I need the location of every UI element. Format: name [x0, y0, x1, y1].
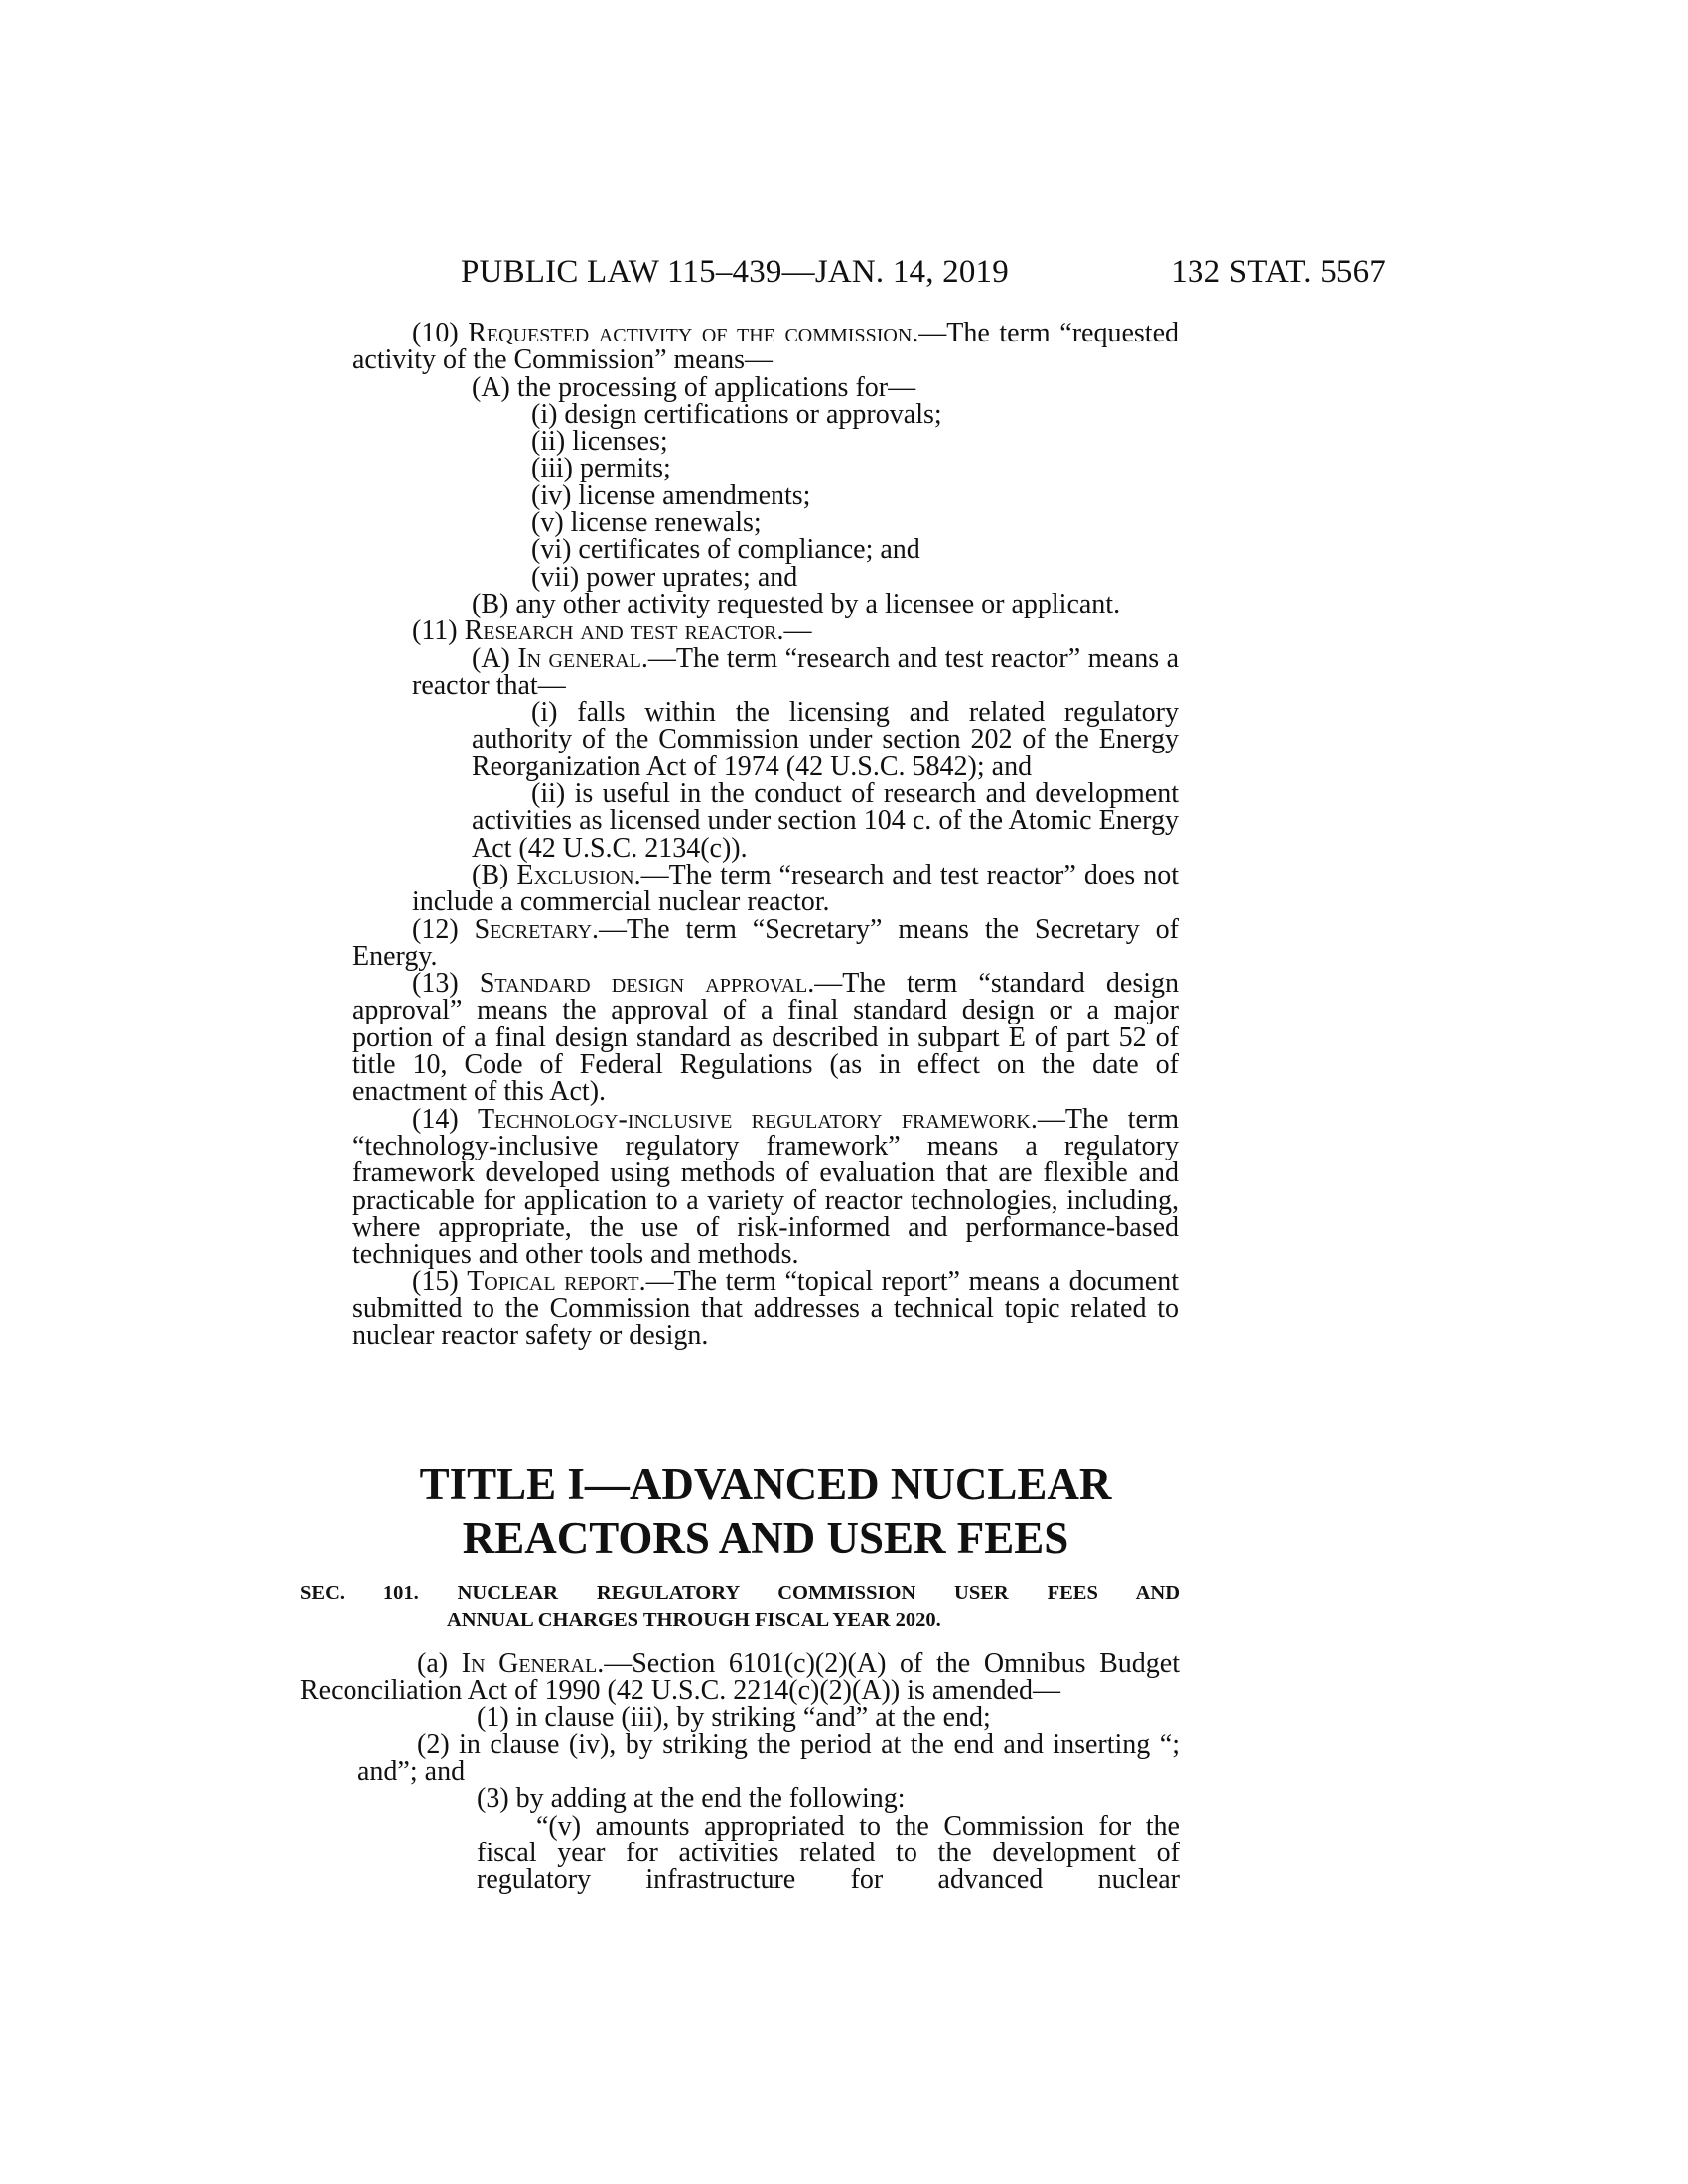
- title-line-2: REACTORS AND USER FEES: [462, 1513, 1069, 1563]
- item-10-a-vii: (vii) power uprates; and: [531, 561, 798, 593]
- heading-smallcaps: Topical report: [467, 1266, 639, 1297]
- heading-smallcaps: Secretary: [474, 913, 593, 945]
- heading-smallcaps: In general: [517, 642, 641, 674]
- header-stat-page: 132 STAT. 5567: [1171, 254, 1386, 290]
- definition-10: (10) Requested activity of the commission.—The term “requested activity of the Commission” means—: [352, 318, 1179, 376]
- section-heading: [300, 1580, 1180, 1634]
- paragraph-3: (3) by adding at the end the following:: [477, 1783, 906, 1815]
- paragraph-2: (2) in clause (iv), by striking the period at the end and inserting “; and”; and: [357, 1728, 1180, 1788]
- heading-smallcaps: Research and test reactor: [464, 615, 777, 647]
- item-11-a-i: (i) falls within the licensing and related regulatory authority of the Commission under section 202 of the Energy Reorganization Act of 1974 (42 U.S.C. 5842); and: [472, 697, 1179, 782]
- item-10-a-i: (i) design certifications or approvals;: [531, 398, 942, 430]
- section-101-body: [300, 1650, 1180, 1894]
- heading-smallcaps: In General: [461, 1648, 598, 1679]
- definition-11: (11) Research and test reactor.—: [412, 615, 812, 647]
- clause-11-a: (A) In general.—The term “research and test reactor” means a reactor that—: [412, 642, 1179, 701]
- subsection-a: (a) In General.—Section 6101(c)(2)(A) of the Omnibus Budget Reconciliation Act of 1990 (42 U.S.C. 2214(c)(2)(A)) is amended—: [300, 1648, 1180, 1706]
- item-10-a-vi: (vi) certificates of compliance; and: [531, 534, 920, 566]
- item-10-a-v: (v) license renewals;: [531, 507, 762, 539]
- definition-12: (12) Secretary.—The term “Secretary” means the Secretary of Energy.: [352, 913, 1179, 972]
- item-10-a-iv: (iv) license amendments;: [531, 479, 811, 511]
- item-11-a-ii: (ii) is useful in the conduct of research and development activities as licensed under section 104 c. of the Atomic Energy Act (42 U.S.C. 2134(c)).: [472, 778, 1179, 864]
- heading-smallcaps: Technology-inclusive regulatory framework: [477, 1103, 1031, 1135]
- section-heading-line-1: SEC. 101. NUCLEAR REGULATORY COMMISSION USER FEES AND: [300, 1582, 1180, 1604]
- title-line-1: TITLE I—ADVANCED NUCLEAR: [419, 1459, 1112, 1509]
- section-heading-line-2: ANNUAL CHARGES THROUGH FISCAL YEAR 2020.: [447, 1609, 941, 1631]
- heading-smallcaps: Exclusion: [516, 859, 634, 890]
- item-10-a-ii: (ii) licenses;: [531, 426, 668, 458]
- definition-13: (13) Standard design approval.—The term “standard design approval” means the approval of a final standard design or a major portion of a final design standard as described in subpart E of part 52 of title 10, Code of Federal Regulations (as in effect on the date of enactment of this Act).: [352, 968, 1179, 1108]
- heading-smallcaps: Requested activity of the commission: [468, 318, 913, 348]
- item-10-a-iii: (iii) permits;: [531, 453, 671, 484]
- clause-10-a: (A) the processing of applications for—: [472, 371, 916, 403]
- definition-14: (14) Technology-inclusive regulatory framework.—The term “technology-inclusive regulatory framework” means a regulatory framework developed using methods of evaluation that are flexible and practicable for application to a variety of reactor technologies, including, where appropriate, the use of risk-informed and performance-based techniques and other tools and methods.: [352, 1103, 1179, 1271]
- title-heading: [352, 1457, 1179, 1565]
- clause-11-b: (B) Exclusion.—The term “research and test reactor” does not include a commercial nuclear reactor.: [412, 859, 1179, 918]
- paragraph-1: (1) in clause (iii), by striking “and” at the end;: [477, 1702, 991, 1733]
- quoted-clause-v: “(v) amounts appropriated to the Commission for the fiscal year for activities related to the development of regulatory infrastructure for advanced nuclear: [477, 1810, 1180, 1896]
- definitions-body: [352, 320, 1179, 1349]
- clause-10-b: (B) any other activity requested by a licensee or applicant.: [472, 588, 1121, 619]
- definition-15: (15) Topical report.—The term “topical report” means a document submitted to the Commission that addresses a technical topic related to nuclear reactor safety or design.: [352, 1266, 1179, 1351]
- header-public-law: PUBLIC LAW 115–439—JAN. 14, 2019: [461, 254, 1009, 290]
- page-header: [461, 252, 1386, 292]
- heading-smallcaps: Standard design approval: [479, 968, 808, 1000]
